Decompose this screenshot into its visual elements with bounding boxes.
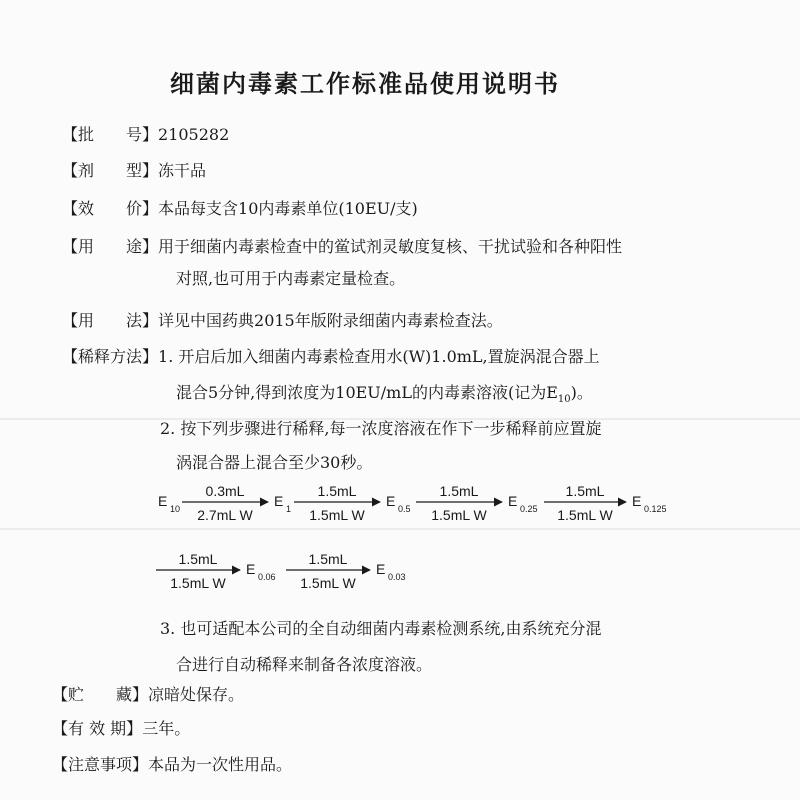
batch-number-value: 2105282 [158, 125, 230, 144]
concentration-node-subscript: 0.03 [388, 572, 406, 582]
validity-value: 三年。 [142, 719, 191, 738]
dosage-form-value: 冻干品 [158, 161, 207, 180]
potency-value: 本品每支含10内毒素单位(10EU/支) [158, 199, 418, 218]
usage-method-value: 详见中国药典2015年版附录细菌内毒素检查法。 [158, 311, 503, 330]
concentration-node-subscript: 0.5 [398, 504, 411, 514]
potency-label: 【效 价】 [62, 199, 159, 218]
arrow-volume-label: 0.3mL [205, 483, 245, 499]
arrow-diluent-label: 1.5mL W [170, 575, 226, 591]
arrow-volume-label: 1.5mL [178, 551, 218, 567]
concentration-node-main: E [632, 493, 642, 509]
concentration-node-main: E [246, 561, 256, 577]
concentration-node-subscript: 10 [170, 504, 181, 514]
dilution-flow-row-2 [156, 551, 406, 591]
concentration-node-main: E [158, 493, 168, 509]
notes-row [52, 752, 292, 775]
storage-value: 凉暗处保存。 [148, 685, 245, 704]
arrow-volume-label: 1.5mL [308, 551, 348, 567]
concentration-node-main: E [274, 493, 284, 509]
arrow-diluent-label: 2.7mL W [197, 507, 253, 523]
arrow-volume-label: 1.5mL [565, 483, 605, 499]
validity-row [52, 716, 190, 739]
concentration-node-subscript: 0.125 [644, 504, 667, 514]
concentration-node-subscript: 0.25 [520, 504, 538, 514]
storage-row [52, 682, 244, 705]
dilution-step1-line1: 1. 开启后加入细菌内毒素检查用水(W)1.0mL,置旋涡混合器上 [158, 347, 600, 366]
arrow-diluent-label: 1.5mL W [309, 507, 365, 523]
dilution-step1-line2: 混合5分钟,得到浓度为10EU/mL的内毒素溶液(记为$E_{10}$)。 [176, 383, 593, 406]
dosage-form-label: 【剂 型】 [62, 161, 159, 180]
usage-purpose-value: 用于细菌内毒素检查中的鲎试剂灵敏度复核、干扰试验和各种阳性 [158, 237, 623, 256]
concentration-node-subscript: 0.06 [258, 572, 276, 582]
dilution-step2-line2: 涡混合器上混合至少30秒。 [176, 453, 373, 472]
batch-number-label: 【批 号】 [62, 125, 159, 144]
dilution-label: 【稀释方法】 [62, 347, 159, 366]
arrow-diluent-label: 1.5mL W [300, 575, 356, 591]
e10-subscript: 10 [557, 394, 571, 406]
arrow-diluent-label: 1.5mL W [557, 507, 613, 523]
storage-label: 【贮 藏】 [52, 685, 149, 704]
arrow-diluent-label: 1.5mL W [431, 507, 487, 523]
usage-method-label: 【用 法】 [62, 311, 159, 330]
concentration-node-main: E [508, 493, 518, 509]
arrow-volume-label: 1.5mL [317, 483, 357, 499]
arrow-volume-label: 1.5mL [439, 483, 479, 499]
concentration-node-main: E [376, 561, 386, 577]
concentration-node-subscript: 1 [286, 504, 292, 514]
dilution-flow-row-1 [158, 483, 667, 523]
document-title: 细菌内毒素工作标准品使用说明书 [170, 70, 560, 98]
dilution-step3-line1: 3. 也可适配本公司的全自动细菌内毒素检测系统,由系统充分混 [160, 619, 602, 638]
usage-purpose-label: 【用 途】 [62, 237, 159, 256]
validity-label: 【有 效 期】 [52, 719, 143, 738]
dilution-step3-line2: 合进行自动稀释来制备各浓度溶液。 [176, 655, 433, 674]
notes-value: 本品为一次性用品。 [148, 755, 293, 774]
usage-purpose-continued: 对照,也可用于内毒素定量检查。 [176, 269, 406, 288]
dilution-step2-line1: 2. 按下列步骤进行稀释,每一浓度溶液在作下一步稀释前应置旋 [160, 419, 602, 438]
notes-label: 【注意事项】 [52, 755, 149, 774]
concentration-node-main: E [386, 493, 396, 509]
